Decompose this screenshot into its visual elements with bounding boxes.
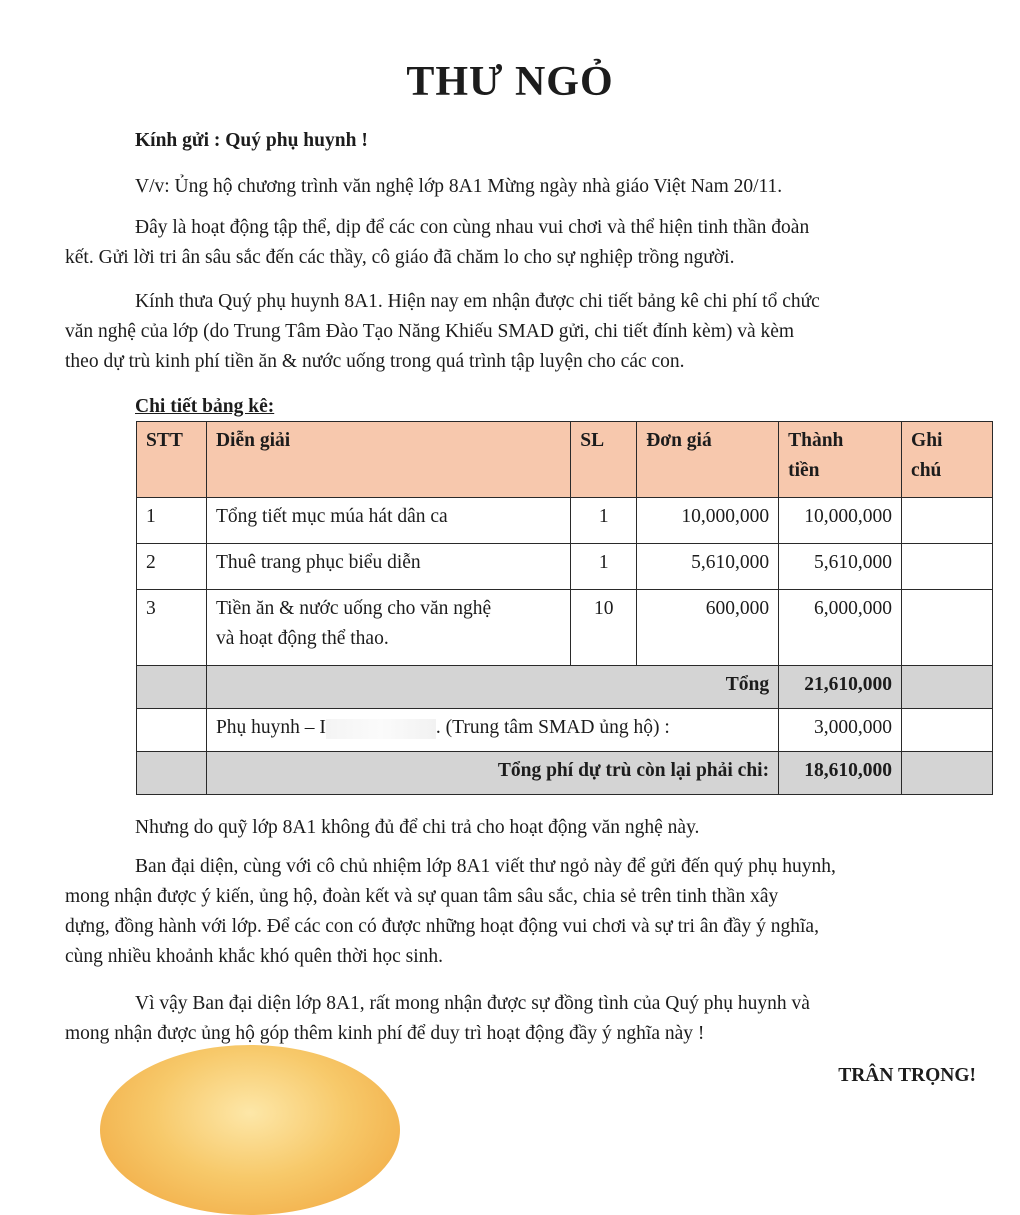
- para4-line: Ban đại diện, cùng với cô chủ nhiệm lớp 8A1 viết thư ngỏ này để gửi đến quý phụ huynh,: [135, 856, 836, 877]
- para4-line: cùng nhiều khoảnh khắc khó quên thời học sinh.: [65, 946, 444, 967]
- header-note-line1: Ghi: [911, 430, 943, 451]
- cell-stt: 2: [137, 544, 207, 590]
- support-suffix: . (Trung tâm SMAD ủng hộ) :: [435, 717, 670, 738]
- cell-desc-line1: Tiền ăn & nước uống cho văn nghệ: [215, 598, 492, 619]
- support-row: [137, 709, 993, 752]
- header-note: [902, 422, 993, 498]
- header-total: [779, 422, 902, 498]
- header-total-line1: Thành: [788, 430, 844, 451]
- cell-stt: 1: [137, 498, 207, 544]
- sum-value: 21,610,000: [779, 666, 902, 709]
- greeting: Kính gửi : Quý phụ huynh !: [135, 130, 368, 151]
- para2-line: Kính thưa Quý phụ huynh 8A1. Hiện nay em nhận được chi tiết bảng kê chi phí tổ chức: [135, 291, 820, 312]
- cell-qty: 10: [571, 590, 637, 666]
- para5-line: Vì vậy Ban đại diện lớp 8A1, rất mong nhận được sự đồng tình của Quý phụ huynh và: [135, 993, 810, 1014]
- cell-note: [902, 590, 993, 666]
- cell-total: 10,000,000: [779, 498, 902, 544]
- para1-line: Đây là hoạt động tập thể, dịp để các con cùng nhau vui chơi và thể hiện tinh thần đoàn: [135, 217, 810, 238]
- header-stt: STT: [137, 422, 207, 498]
- sum-row: [137, 666, 993, 709]
- cell-desc: Tổng tiết mục múa hát dân ca: [206, 498, 570, 544]
- para3: Nhưng do quỹ lớp 8A1 không đủ để chi trả cho hoạt động văn nghệ này.: [135, 817, 700, 838]
- cell-unit-price: 600,000: [637, 590, 779, 666]
- cell-desc: Thuê trang phục biểu diễn: [206, 544, 570, 590]
- remain-row: [137, 752, 993, 795]
- closing-signoff: TRÂN TRỌNG!: [838, 1065, 976, 1086]
- letter-title: THƯ NGỎ: [406, 59, 614, 105]
- table-row: [137, 498, 993, 544]
- table-header-row: [137, 422, 993, 498]
- para4-line: mong nhận được ý kiến, ủng hộ, đoàn kết và sự quan tâm sâu sắc, chia sẻ trên tinh thần xây: [65, 886, 779, 907]
- para1-line: kết. Gửi lời tri ân sâu sắc đến các thầy, cô giáo đã chăm lo cho sự nghiệp trồng người.: [65, 247, 735, 268]
- redacted-blur: [326, 719, 436, 739]
- cell-note: [902, 544, 993, 590]
- cell-desc: [206, 590, 570, 666]
- cell-stt: 3: [137, 590, 207, 666]
- para2-line: theo dự trù kinh phí tiền ăn & nước uống trong quá trình tập luyện cho các con.: [65, 351, 685, 372]
- table-row: [137, 590, 993, 666]
- remain-value: 18,610,000: [779, 752, 902, 795]
- cell-qty: 1: [571, 544, 637, 590]
- cell-total: 5,610,000: [779, 544, 902, 590]
- para5-line: mong nhận được ủng hộ góp thêm kinh phí để duy trì hoạt động đầy ý nghĩa này !: [65, 1023, 705, 1044]
- table-title: Chi tiết bảng kê:: [135, 396, 275, 417]
- para4-line: dựng, đồng hành với lớp. Để các con có được những hoạt động vui chơi và sự tri ân đầy ý nghĩa,: [65, 916, 819, 937]
- para2-line: văn nghệ của lớp (do Trung Tâm Đào Tạo Năng Khiếu SMAD gửi, chi tiết đính kèm) và kèm: [65, 321, 795, 342]
- expense-table: [136, 421, 993, 795]
- decorative-sun-shape: [100, 1045, 400, 1215]
- table-row: [137, 544, 993, 590]
- cell-unit-price: 5,610,000: [637, 544, 779, 590]
- cell-qty: 1: [571, 498, 637, 544]
- support-prefix: Phụ huynh – I: [215, 717, 326, 738]
- sum-label: Tổng: [206, 666, 778, 709]
- cell-unit-price: 10,000,000: [637, 498, 779, 544]
- header-qty: SL: [571, 422, 637, 498]
- cell-note: [902, 498, 993, 544]
- header-total-line2: tiền: [788, 460, 820, 481]
- remain-label: Tổng phí dự trù còn lại phải chi:: [206, 752, 778, 795]
- cell-desc-line2: và hoạt động thể thao.: [215, 628, 389, 649]
- support-label: [206, 709, 778, 752]
- subject-line: V/v: Ủng hộ chương trình văn nghệ lớp 8A1 Mừng ngày nhà giáo Việt Nam 20/11.: [135, 176, 783, 197]
- header-desc: Diễn giải: [206, 422, 570, 498]
- support-value: 3,000,000: [779, 709, 902, 752]
- header-note-line2: chú: [911, 460, 942, 481]
- cell-total: 6,000,000: [779, 590, 902, 666]
- header-unit-price: Đơn giá: [637, 422, 779, 498]
